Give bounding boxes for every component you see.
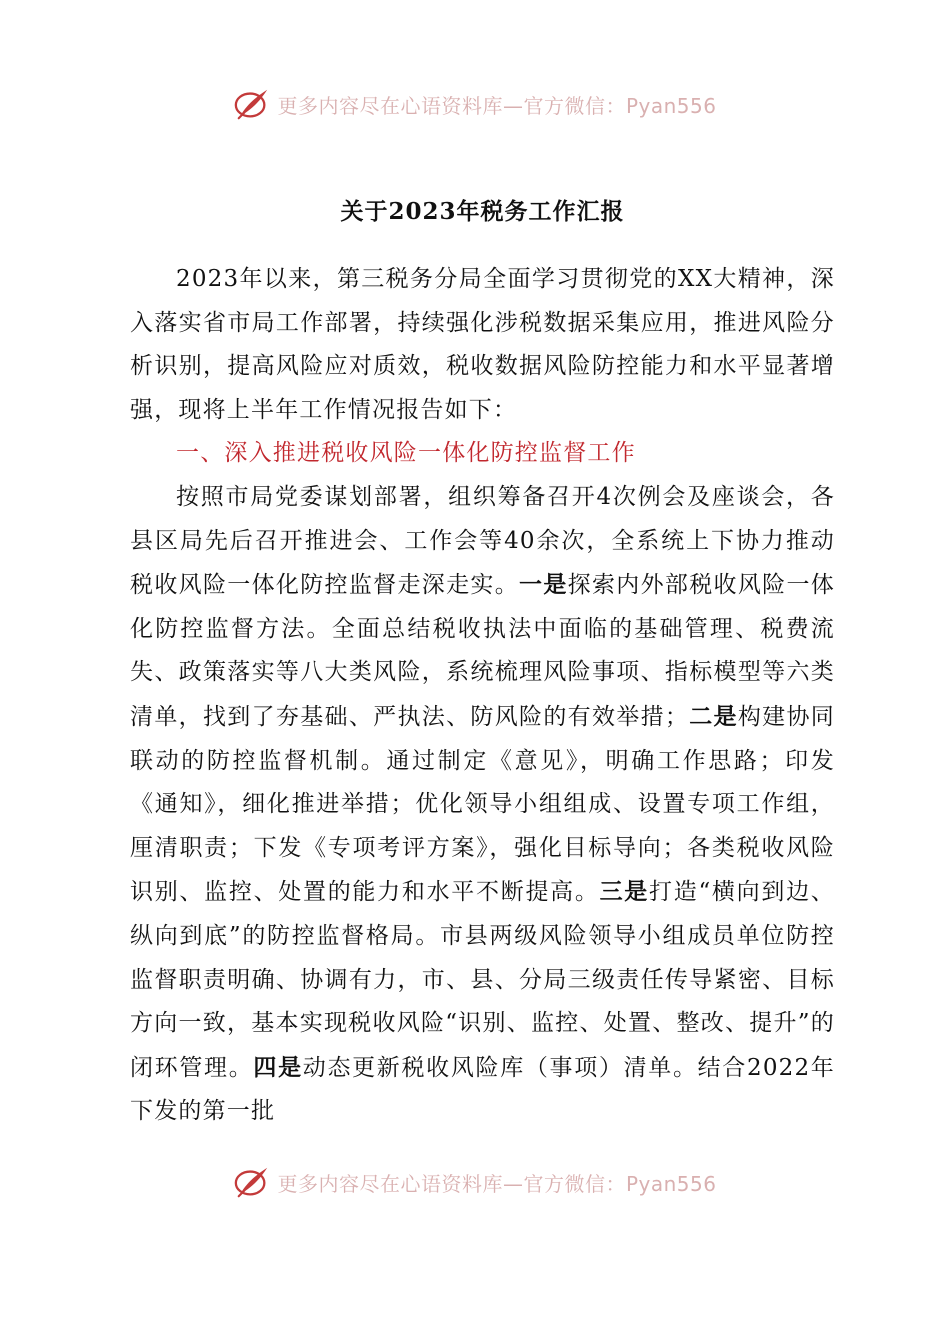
point-three-text: 打造“横向到边、纵向到底”的防控监督格局。市县两级风险领导小组成员单位防控监督职责明确、协调有力，市、县、分局三级责任传导紧密、目标方向一致，基本实现税收风险“识别、监控、处置、整改、提升”的闭环管理。 <box>130 879 835 1081</box>
watermark-text: 更多内容尽在心语资料库—官方微信：Pyan556 <box>277 1171 717 1196</box>
section-heading-1: 一、深入推进税收风险一体化防控监督工作 <box>176 440 636 467</box>
document-body <box>130 196 835 1134</box>
quill-pen-logo-icon <box>233 85 271 123</box>
point-two-text: 构建协同联动的防控监督机制。通过制定《意见》，明确工作思路；印发《通知》，细化推进举措；优化领导小组组成、设置专项工作组，厘清职责；下发《专项考评方案》，强化目标导向；各类税收风险识别、监控、处置的能力和水平不断提高。 <box>130 703 835 906</box>
marker-four: 四是 <box>253 1053 303 1081</box>
document-title: 关于2023年税务工作汇报 <box>340 198 625 225</box>
marker-one: 一是 <box>519 571 568 599</box>
marker-three: 三是 <box>599 878 650 906</box>
watermark-banner-bottom <box>0 1160 950 1204</box>
watermark-banner-top <box>0 82 950 126</box>
section-1-paragraph <box>130 476 835 1134</box>
point-four-text: 动态更新税收风险库（事项）清单。结合2022年下发的第一批 <box>130 1054 835 1125</box>
watermark-text: 更多内容尽在心语资料库—官方微信：Pyan556 <box>277 93 717 118</box>
section-1-lead: 按照市局党委谋划部署，组织筹备召开4次例会及座谈会，各县区局先后召开推进会、工作会等40余次，全系统上下协力推动税收风险一体化防控监督走深走实。 <box>130 483 835 599</box>
intro-paragraph: 2023年以来，第三税务分局全面学习贯彻党的XX大精神，深入落实省市局工作部署，持续强化涉税数据采集应用，推进风险分析识别，提高风险应对质效，税收数据风险防控能力和水平显著增强，现将上半年工作情况报告如下： <box>130 266 835 423</box>
point-one-text: 探索内外部税收风险一体化防控监督方法。全面总结税收执法中面临的基础管理、税费流失、政策落实等八大类风险，系统梳理风险事项、指标模型等六类清单，找到了夯基础、严执法、防风险的有效举措； <box>130 572 836 730</box>
quill-pen-logo-icon <box>233 1163 271 1201</box>
marker-two: 二是 <box>689 702 738 730</box>
